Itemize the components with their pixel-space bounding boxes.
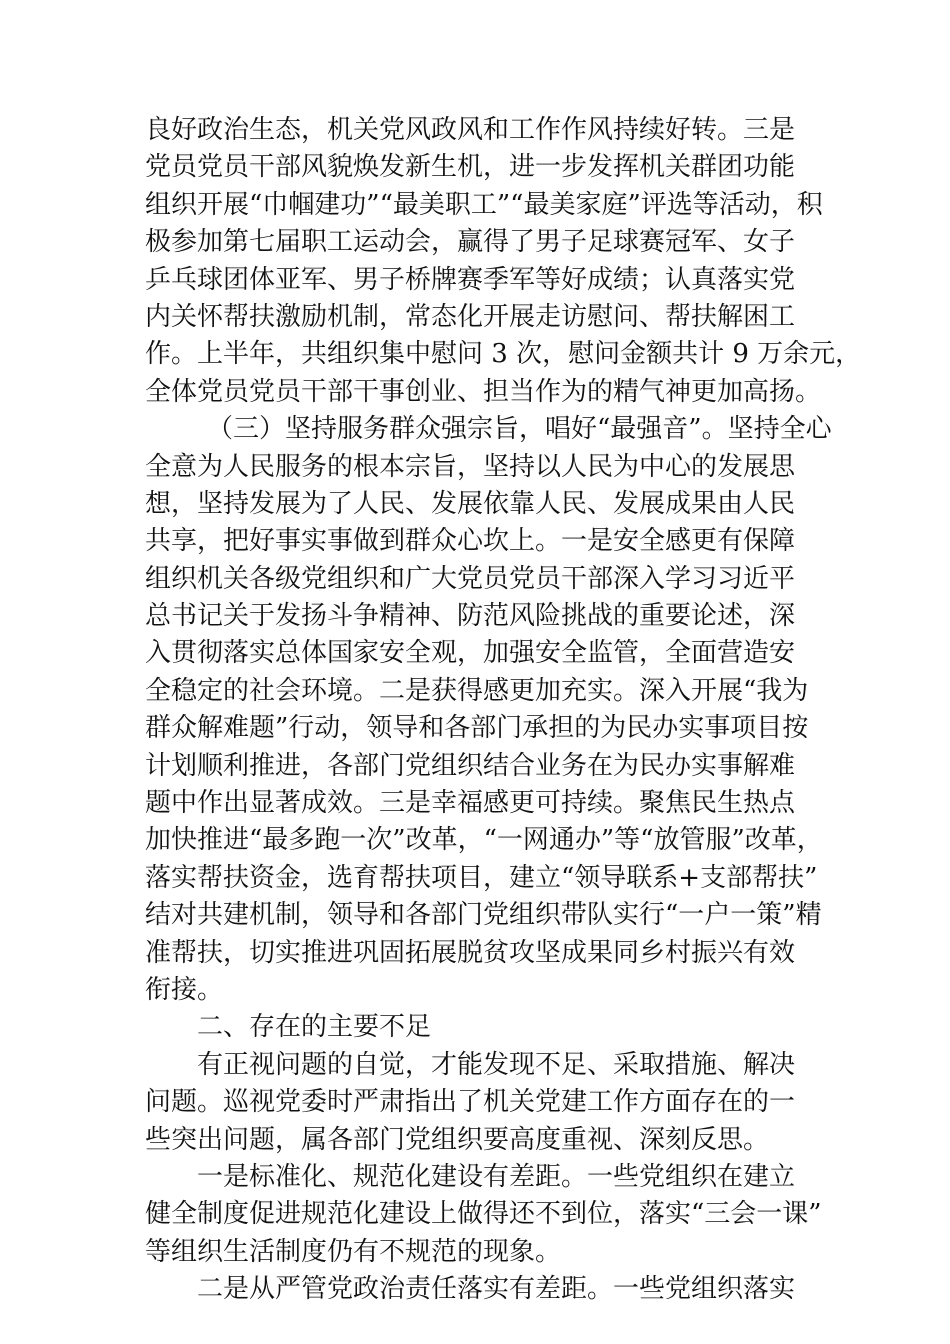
text-line: 全体党员党员干部干事创业、担当作为的精气神更加高扬。 xyxy=(145,376,822,407)
text-line: 良好政治生态，机关党风政风和工作作风持续好转。三是 xyxy=(145,115,796,145)
text-line: 全稳定的社会环境。二是获得感更加充实。深入开展“我为 xyxy=(145,675,809,706)
paragraph-start-line: 有正视问题的自觉，才能发现不足、采取措施、解决 xyxy=(197,1049,796,1080)
text-line: 组织机关各级党组织和广大党员党员干部深入学习习近平 xyxy=(145,563,796,594)
text-line: 全意为人民服务的根本宗旨，坚持以人民为中心的发展思 xyxy=(145,451,796,482)
text-line: 入贯彻落实总体国家安全观，加强安全监管，全面营造安 xyxy=(145,638,796,669)
text-line: 党员党员干部风貌焕发新生机，进一步发挥机关群团功能 xyxy=(145,152,796,183)
text-line: 等组织生活制度仍有不规范的现象。 xyxy=(145,1236,562,1267)
text-line: 些突出问题，属各部门党组织要高度重视、深刻反思。 xyxy=(145,1124,770,1155)
text-line: 共享，把好事实事做到群众心坎上。一是安全感更有保障 xyxy=(145,526,796,557)
text-line: 健全制度促进规范化建设上做得还不到位，落实“三会一课” xyxy=(145,1199,822,1230)
text-line: 结对共建机制，领导和各部门党组织带队实行“一户一策”精 xyxy=(145,900,822,931)
text-line: 群众解难题”行动，领导和各部门承担的为民办实事项目按 xyxy=(145,713,809,744)
text-line: 总书记关于发扬斗争精神、防范风险挑战的重要论述，深 xyxy=(145,601,796,632)
text-line: 题中作出显著成效。三是幸福感更可持续。聚焦民生热点 xyxy=(145,788,796,819)
text-line: 落实帮扶资金，选育帮扶项目，建立“领导联系+支部帮扶” xyxy=(145,862,818,893)
text-line: 极参加第七届职工运动会，赢得了男子足球赛冠军、女子 xyxy=(145,227,796,258)
document-body xyxy=(145,112,862,1309)
text-line: 作。上半年，共组织集中慰问 3 次，慰问金额共计 9 万余元， xyxy=(145,339,862,370)
paragraph-start-line: 二是从严管党政治责任落实有差距。一些党组织落实 xyxy=(197,1274,796,1305)
paragraph-start-line: 一是标准化、规范化建设有差距。一些党组织在建立 xyxy=(197,1161,796,1192)
text-line: 问题。巡视党委时严肃指出了机关党建工作方面存在的一 xyxy=(145,1087,796,1118)
text-line: 组织开展“巾帼建功”“最美职工”“最美家庭”评选等活动，积 xyxy=(145,189,823,220)
text-line: 加快推进“最多跑一次”改革，“一网通办”等“放管服”改革， xyxy=(145,825,823,856)
section-heading-line: （三）坚持服务群众强宗旨，唱好“最强音”。坚持全心 xyxy=(207,414,832,445)
text-line: 计划顺利推进，各部门党组织结合业务在为民办实事解难 xyxy=(145,750,796,781)
text-line: 内关怀帮扶激励机制，常态化开展走访慰问、帮扶解困工 xyxy=(145,301,796,332)
text-line: 衔接。 xyxy=(145,974,224,1005)
text-line: 准帮扶，切实推进巩固拓展脱贫攻坚成果同乡村振兴有效 xyxy=(145,937,796,968)
section-heading-line: 二、存在的主要不足 xyxy=(197,1012,432,1043)
text-line: 想，坚持发展为了人民、发展依靠人民、发展成果由人民 xyxy=(145,488,796,519)
text-line: 乒乓球团体亚军、男子桥牌赛季军等好成绩；认真落实党 xyxy=(145,264,796,295)
